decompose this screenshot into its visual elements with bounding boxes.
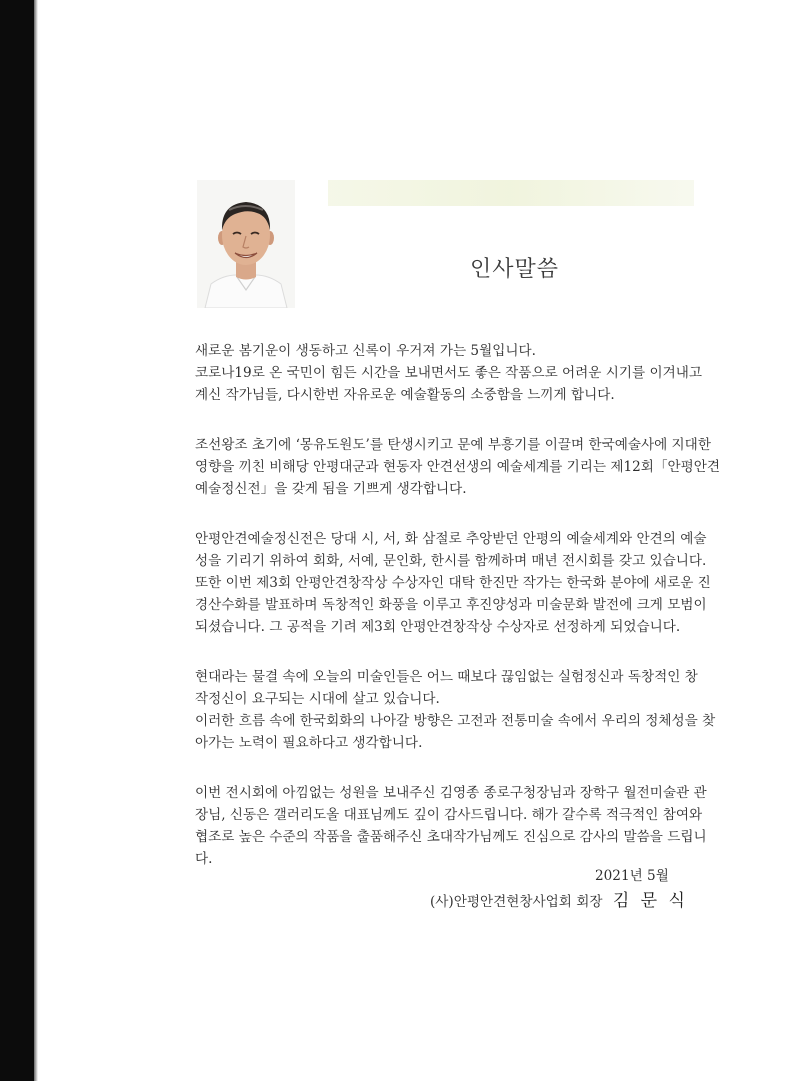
paragraph-thanks (195, 782, 705, 870)
paragraph-spring-greeting (195, 340, 705, 406)
text-line: 계신 작가님들, 다시한번 자유로운 예술활동의 소중함을 느끼게 합니다. (195, 387, 615, 403)
letter-date: 2021년 5월 (595, 868, 669, 884)
portrait-photo (197, 180, 295, 308)
text-line: 되셨습니다. 그 공적을 기려 제3회 안평안견창작상 수상자로 선정하게 되었습니다. (195, 619, 681, 635)
text-line: 이러한 흐름 속에 한국회화의 나아갈 방향은 고전과 전통미술 속에서 우리의 정체성을 찾 (195, 713, 716, 729)
scan-edge-shadow (34, 0, 38, 1081)
text-line: 아가는 노력이 필요하다고 생각합니다. (195, 735, 423, 751)
text-line: 새로운 봄기운이 생동하고 신록이 우거져 가는 5월입니다. (195, 343, 536, 359)
text-line: 코로나19로 온 국민이 힘든 시간을 보내면서도 좋은 작품으로 어려운 시기를 이겨내고 (195, 365, 702, 381)
text-line: 영향을 끼친 비해당 안평대군과 현동자 안견선생의 예술세계를 기리는 제12회「안평안견 (195, 459, 721, 475)
signer-name: 김 문 식 (612, 891, 688, 911)
signature-block (430, 886, 688, 911)
text-line: 조선왕조 초기에 ‘몽유도원도’를 탄생시키고 문예 부흥기를 이끌며 한국예술사에 지대한 (195, 437, 711, 453)
header-band (328, 180, 694, 206)
text-line: 예술정신전」을 갖게 됨을 기쁘게 생각합니다. (195, 481, 467, 497)
text-line: 현대라는 물결 속에 오늘의 미술인들은 어느 때보다 끊임없는 실험정신과 독창적인 창 (195, 669, 698, 685)
page-title: 인사말씀 (470, 257, 560, 282)
paragraph-modern-era (195, 666, 716, 754)
paragraph-award (195, 528, 711, 638)
text-line: 이번 전시회에 아낌없는 성원을 보내주신 김영종 종로구청장님과 장학구 월전미술관 관 (195, 785, 707, 801)
portrait-illustration (197, 180, 295, 308)
text-line: 안평안견예술정신전은 당대 시, 서, 화 삼절로 추앙받던 안평의 예술세계와 안견의 예술 (195, 531, 707, 547)
text-line: 다. (195, 851, 213, 867)
scan-edge (0, 0, 34, 1081)
text-line: 성을 기리기 위하여 회화, 서예, 문인화, 한시를 함께하며 매년 전시회를 갖고 있습니다. (195, 553, 707, 569)
text-line: 장님, 신동은 갤러리도올 대표님께도 깊이 감사드립니다. 해가 갈수록 적극적인 참여와 (195, 807, 703, 823)
text-line: 경산수화를 발표하며 독창적인 화풍을 이루고 후진양성과 미술문화 발전에 크게 모범이 (195, 597, 707, 613)
text-line: 작정신이 요구되는 시대에 살고 있습니다. (195, 691, 440, 707)
letter-body (195, 340, 721, 898)
signer-affiliation: (사)안평안견현창사업회 회장 (430, 894, 603, 910)
text-line: 또한 이번 제3회 안평안견창작상 수상자인 대탁 한진만 작가는 한국화 분야에 새로운 진 (195, 575, 711, 591)
paragraph-exhibition-intro (195, 434, 721, 500)
text-line: 협조로 높은 수준의 작품을 출품해주신 초대작가님께도 진심으로 감사의 말씀을 드립니 (195, 829, 707, 845)
